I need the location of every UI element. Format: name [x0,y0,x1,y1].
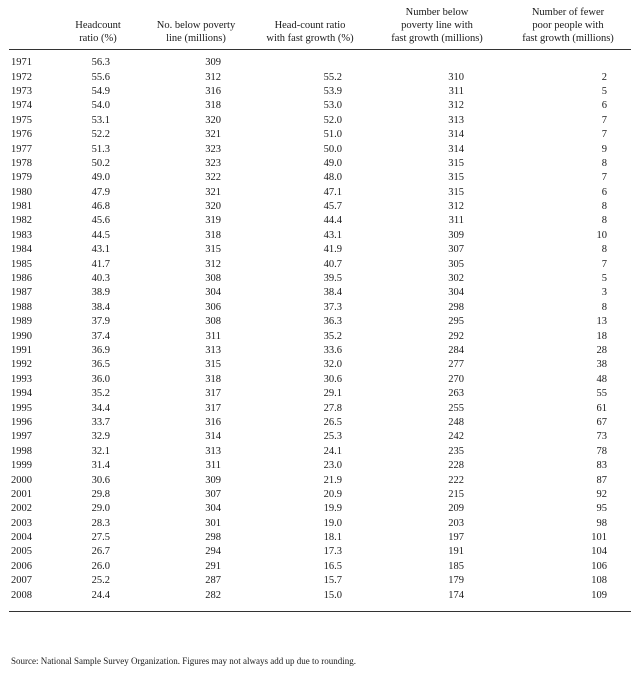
table-row [9,488,631,502]
cell-fewer-poor: 67 [596,416,607,428]
cell-headcount-ratio: 27.5 [91,532,110,544]
cell-fast-growth-below: 284 [448,345,464,356]
cell-fewer-poor: 87 [596,474,607,486]
table-row [9,401,631,415]
cell-fast-growth-below: 222 [448,474,464,486]
table-row [9,157,631,171]
header-year [9,2,55,50]
cell-fewer-poor [505,50,631,71]
cell-year: 2002 [11,503,32,515]
cell-headcount-ratio: 26.7 [91,546,110,558]
header-fast-growth-ratio: Head-count ratio with fast growth (%) [251,2,369,50]
cell-fast-growth-ratio: 55.2 [323,71,342,83]
cell-fast-growth-below: 310 [448,71,464,83]
cell-fast-growth-below: 311 [448,85,464,97]
cell-fewer-poor: 8 [601,201,607,213]
cell-year: 2001 [11,488,32,500]
cell-fewer-poor: 48 [596,373,607,385]
cell-fast-growth-below: 270 [448,373,464,385]
cell-fast-growth-ratio: 33.6 [323,345,342,356]
cell-year: 1980 [11,186,32,198]
cell-fast-growth-ratio: 18.1 [323,532,342,544]
cell-fast-growth-ratio: 41.9 [323,244,342,256]
header-below-poverty: No. below poverty line (millions) [141,2,251,50]
cell-year: 1972 [11,71,32,83]
cell-headcount-ratio: 35.2 [91,388,110,400]
table-row [9,588,631,611]
cell-fast-growth-ratio: 29.1 [323,388,342,400]
cell-headcount-ratio: 55.6 [91,71,110,83]
table-row [9,200,631,214]
cell-fast-growth-below: 315 [448,186,464,198]
cell-headcount-ratio: 54.0 [91,100,110,112]
cell-fast-growth-ratio: 26.5 [323,416,342,428]
cell-fast-growth-below: 215 [448,488,464,500]
cell-below-poverty: 313 [205,445,221,457]
cell-fewer-poor: 3 [601,287,607,299]
table-row [9,171,631,185]
table-row [9,502,631,516]
cell-fast-growth-ratio: 37.3 [323,301,342,313]
cell-below-poverty: 287 [205,575,221,587]
cell-fast-growth-below: 242 [448,431,464,443]
cell-fast-growth-below: 228 [448,460,464,472]
cell-year: 1999 [11,460,32,472]
cell-year: 1989 [11,316,32,328]
cell-year: 2003 [11,517,32,529]
cell-below-poverty: 307 [205,488,221,500]
cell-fast-growth-below: 305 [448,258,464,270]
cell-headcount-ratio: 50.2 [91,157,110,169]
table-row [9,329,631,343]
cell-fast-growth-below: 292 [448,330,464,342]
cell-fewer-poor: 8 [601,244,607,256]
cell-fast-growth-below: 307 [448,244,464,256]
table-row [9,459,631,473]
cell-fast-growth-below: 311 [448,215,464,227]
cell-fewer-poor: 7 [601,129,607,141]
cell-fast-growth-ratio: 25.3 [323,431,342,443]
table-row [9,545,631,559]
cell-fewer-poor: 18 [596,330,607,342]
cell-headcount-ratio: 51.3 [91,143,110,155]
cell-fewer-poor: 6 [601,100,607,112]
cell-year: 1986 [11,273,32,285]
cell-fast-growth-below [369,50,505,71]
cell-fewer-poor: 28 [596,345,607,356]
poverty-table [9,2,631,612]
table-row [9,430,631,444]
cell-headcount-ratio: 44.5 [91,229,110,241]
cell-year: 1998 [11,445,32,457]
cell-below-poverty: 315 [205,359,221,371]
cell-below-poverty: 282 [141,588,251,611]
cell-below-poverty: 317 [205,402,221,414]
cell-fast-growth-ratio: 21.9 [323,474,342,486]
table-row [9,214,631,228]
cell-fast-growth-ratio: 20.9 [323,488,342,500]
table-row [9,257,631,271]
cell-below-poverty: 323 [205,157,221,169]
cell-year: 2004 [11,532,32,544]
table-row [9,445,631,459]
cell-headcount-ratio: 41.7 [91,258,110,270]
cell-fewer-poor: 55 [596,388,607,400]
cell-below-poverty: 318 [205,100,221,112]
cell-fast-growth-ratio [251,50,369,71]
cell-fast-growth-ratio: 53.0 [323,100,342,112]
table-row [9,286,631,300]
table-row [9,344,631,358]
cell-below-poverty: 312 [205,71,221,83]
cell-year: 1971 [11,57,32,69]
cell-fewer-poor: 78 [596,445,607,457]
cell-fewer-poor: 10 [596,229,607,241]
cell-fast-growth-below: 263 [448,388,464,400]
cell-fewer-poor: 92 [596,488,607,500]
cell-year: 1977 [11,143,32,155]
cell-year: 1981 [11,201,32,213]
cell-year: 2008 [9,588,55,611]
cell-fast-growth-ratio: 15.7 [323,575,342,587]
cell-headcount-ratio: 43.1 [91,244,110,256]
cell-below-poverty: 301 [205,517,221,529]
cell-below-poverty: 309 [205,57,221,69]
table-row [9,358,631,372]
cell-below-poverty: 321 [205,129,221,141]
cell-fewer-poor: 95 [596,503,607,515]
cell-fewer-poor: 9 [601,143,607,155]
cell-fewer-poor: 38 [596,359,607,371]
cell-headcount-ratio: 52.2 [91,129,110,141]
cell-headcount-ratio: 24.4 [55,588,141,611]
cell-fast-growth-ratio: 15.0 [251,588,369,611]
cell-below-poverty: 311 [205,330,221,342]
cell-fast-growth-below: 298 [448,301,464,313]
source-note: Source: National Sample Survey Organization. Figures may not always add up due to rounding. [11,656,357,666]
table-row [9,373,631,387]
cell-fast-growth-below: 203 [448,517,464,529]
cell-below-poverty: 298 [205,532,221,544]
cell-headcount-ratio: 40.3 [91,273,110,285]
cell-below-poverty: 308 [205,316,221,328]
cell-fewer-poor: 8 [601,301,607,313]
cell-fast-growth-below: 209 [448,503,464,515]
cell-fast-growth-below: 302 [448,273,464,285]
cell-fewer-poor: 8 [601,157,607,169]
cell-year: 1975 [11,114,32,126]
cell-fast-growth-ratio: 49.0 [323,157,342,169]
cell-fast-growth-ratio: 43.1 [323,229,342,241]
cell-below-poverty: 318 [205,229,221,241]
cell-fast-growth-ratio: 53.9 [323,85,342,97]
cell-below-poverty: 315 [205,244,221,256]
cell-below-poverty: 317 [205,388,221,400]
cell-below-poverty: 320 [205,201,221,213]
cell-fast-growth-ratio: 30.6 [323,373,342,385]
cell-year: 1996 [11,416,32,428]
cell-below-poverty: 306 [205,301,221,313]
cell-headcount-ratio: 56.3 [91,57,110,69]
cell-fewer-poor: 83 [596,460,607,472]
cell-below-poverty: 318 [205,373,221,385]
cell-fast-growth-below: 314 [448,129,464,141]
table-row [9,301,631,315]
cell-fast-growth-below: 277 [448,359,464,371]
cell-fewer-poor: 101 [591,532,607,544]
cell-fast-growth-ratio: 51.0 [323,129,342,141]
cell-fast-growth-ratio: 16.5 [323,560,342,572]
cell-fast-growth-below: 295 [448,316,464,328]
table-header [9,2,631,50]
cell-fewer-poor: 5 [601,273,607,285]
cell-fast-growth-ratio: 35.2 [323,330,342,342]
table-row [9,85,631,99]
cell-fast-growth-below: 312 [448,201,464,213]
cell-fast-growth-ratio: 23.0 [323,460,342,472]
cell-fast-growth-ratio: 19.0 [323,517,342,529]
cell-headcount-ratio: 47.9 [91,186,110,198]
cell-fast-growth-ratio: 24.1 [323,445,342,457]
cell-year: 1983 [11,229,32,241]
cell-below-poverty: 291 [205,560,221,572]
cell-headcount-ratio: 32.9 [91,431,110,443]
cell-fast-growth-below: 235 [448,445,464,457]
cell-headcount-ratio: 29.8 [91,488,110,500]
cell-year: 1984 [11,244,32,256]
table-row [9,387,631,401]
header-fast-growth-below: Number below poverty line with fast growth (millions) [369,2,505,50]
cell-fewer-poor: 2 [601,71,607,83]
table-row [9,574,631,588]
cell-below-poverty: 308 [205,273,221,285]
table-row [9,272,631,286]
cell-year: 1978 [11,157,32,169]
cell-fast-growth-ratio: 39.5 [323,273,342,285]
cell-below-poverty: 309 [205,474,221,486]
cell-below-poverty: 294 [205,546,221,558]
cell-below-poverty: 311 [205,460,221,472]
cell-year: 1985 [11,258,32,270]
cell-headcount-ratio: 31.4 [91,460,110,472]
cell-below-poverty: 312 [205,258,221,270]
table-row [9,50,631,71]
cell-fewer-poor: 6 [601,186,607,198]
cell-fast-growth-ratio: 32.0 [323,359,342,371]
cell-below-poverty: 323 [205,143,221,155]
table-row [9,114,631,128]
cell-below-poverty: 321 [205,186,221,198]
cell-headcount-ratio: 46.8 [91,201,110,213]
cell-below-poverty: 322 [205,172,221,184]
cell-fewer-poor: 7 [601,114,607,126]
cell-below-poverty: 314 [205,431,221,443]
table-row [9,243,631,257]
cell-fewer-poor: 13 [596,316,607,328]
cell-fast-growth-below: 248 [448,416,464,428]
cell-below-poverty: 316 [205,85,221,97]
cell-headcount-ratio: 34.4 [91,402,110,414]
cell-fast-growth-below: 315 [448,157,464,169]
cell-fast-growth-ratio: 48.0 [323,172,342,184]
cell-year: 1994 [11,388,32,400]
cell-fast-growth-below: 174 [369,588,505,611]
cell-year: 1974 [11,100,32,112]
cell-year: 1988 [11,301,32,313]
cell-fewer-poor: 61 [596,402,607,414]
cell-fast-growth-below: 315 [448,172,464,184]
table-row [9,128,631,142]
cell-fast-growth-ratio: 47.1 [323,186,342,198]
cell-year: 1995 [11,402,32,414]
cell-headcount-ratio: 49.0 [91,172,110,184]
table-row [9,473,631,487]
cell-below-poverty: 319 [205,215,221,227]
cell-fast-growth-below: 314 [448,143,464,155]
cell-year: 1991 [11,345,32,356]
cell-fewer-poor: 98 [596,517,607,529]
cell-fast-growth-ratio: 27.8 [323,402,342,414]
table-row [9,70,631,84]
cell-below-poverty: 313 [205,345,221,356]
table-row [9,229,631,243]
cell-fast-growth-ratio: 40.7 [323,258,342,270]
cell-fast-growth-below: 197 [448,532,464,544]
cell-fewer-poor: 7 [601,172,607,184]
cell-headcount-ratio: 38.4 [91,301,110,313]
cell-fewer-poor: 5 [601,85,607,97]
cell-year: 1997 [11,431,32,443]
header-fewer-poor: Number of fewer poor people with fast growth (millions) [505,2,631,50]
cell-headcount-ratio: 36.9 [91,345,110,356]
cell-year: 1993 [11,373,32,385]
cell-fewer-poor: 106 [591,560,607,572]
table-row [9,142,631,156]
cell-year: 1973 [11,85,32,97]
cell-headcount-ratio: 38.9 [91,287,110,299]
cell-fast-growth-below: 312 [448,100,464,112]
cell-fewer-poor: 7 [601,258,607,270]
cell-fewer-poor: 73 [596,431,607,443]
table-row [9,99,631,113]
cell-fast-growth-ratio: 17.3 [323,546,342,558]
cell-fewer-poor: 108 [591,575,607,587]
cell-fewer-poor: 104 [591,546,607,558]
cell-below-poverty: 320 [205,114,221,126]
cell-fast-growth-ratio: 19.9 [323,503,342,515]
cell-year: 1990 [11,330,32,342]
cell-fast-growth-below: 304 [448,287,464,299]
cell-headcount-ratio: 45.6 [91,215,110,227]
cell-year: 1979 [11,172,32,184]
cell-fast-growth-ratio: 45.7 [323,201,342,213]
table-row [9,416,631,430]
table-row [9,315,631,329]
cell-headcount-ratio: 28.3 [91,517,110,529]
cell-fast-growth-below: 255 [448,402,464,414]
cell-below-poverty: 316 [205,416,221,428]
cell-fewer-poor: 109 [505,588,631,611]
cell-headcount-ratio: 29.0 [91,503,110,515]
cell-headcount-ratio: 30.6 [91,474,110,486]
cell-below-poverty: 304 [205,503,221,515]
cell-headcount-ratio: 37.9 [91,316,110,328]
cell-headcount-ratio: 36.5 [91,359,110,371]
table-body [9,50,631,612]
cell-headcount-ratio: 32.1 [91,445,110,457]
cell-fast-growth-ratio: 36.3 [323,316,342,328]
table-row [9,186,631,200]
cell-fast-growth-below: 179 [448,575,464,587]
cell-fast-growth-ratio: 52.0 [323,114,342,126]
cell-headcount-ratio: 26.0 [91,560,110,572]
header-headcount-ratio: Headcount ratio (%) [55,2,141,50]
cell-year: 2007 [11,575,32,587]
cell-fast-growth-ratio: 50.0 [323,143,342,155]
cell-fast-growth-below: 191 [448,546,464,558]
cell-fast-growth-below: 313 [448,114,464,126]
table-row [9,517,631,531]
table-row [9,560,631,574]
cell-fast-growth-ratio: 38.4 [323,287,342,299]
table-row [9,531,631,545]
cell-year: 1982 [11,215,32,227]
cell-year: 2000 [11,474,32,486]
cell-headcount-ratio: 36.0 [91,373,110,385]
cell-year: 1976 [11,129,32,141]
cell-below-poverty: 304 [205,287,221,299]
cell-year: 2005 [11,546,32,558]
cell-year: 2006 [11,560,32,572]
cell-headcount-ratio: 54.9 [91,85,110,97]
cell-fast-growth-below: 309 [448,229,464,241]
cell-year: 1992 [11,359,32,371]
cell-headcount-ratio: 33.7 [91,416,110,428]
cell-year: 1987 [11,287,32,299]
cell-fast-growth-below: 185 [448,560,464,572]
cell-headcount-ratio: 25.2 [91,575,110,587]
cell-headcount-ratio: 53.1 [91,114,110,126]
cell-fewer-poor: 8 [601,215,607,227]
cell-fast-growth-ratio: 44.4 [323,215,342,227]
cell-headcount-ratio: 37.4 [91,330,110,342]
